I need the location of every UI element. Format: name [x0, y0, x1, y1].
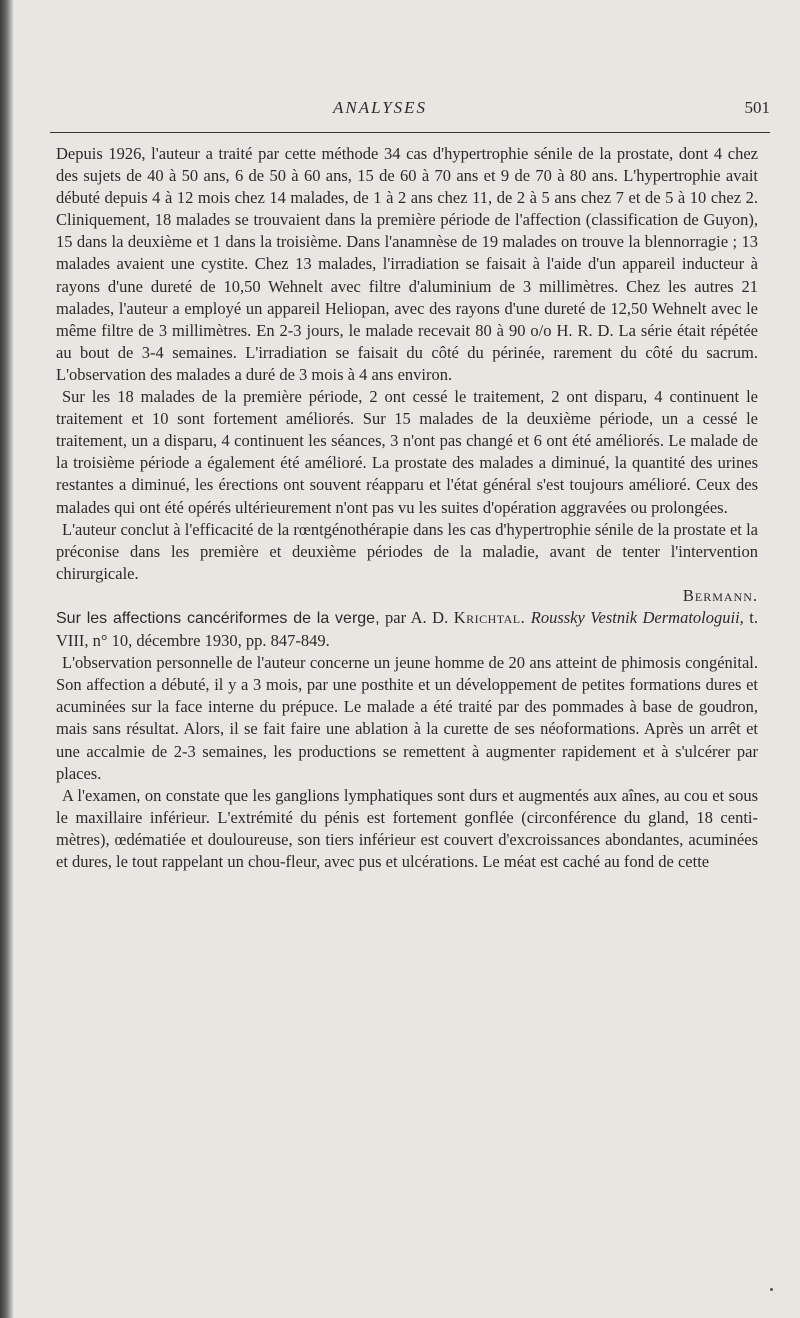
paragraph: A l'examen, on constate que les ganglions lymphatiques sont durs et augmentés aux aînes, au cou et sous le maxillaire inférieur. L'extrémité du pénis est fortement gonflée (circonférence du gland, 18 centimètres), œdématiée et douloureuse, son tiers inférieur est couvert d'excroissances abondantes, acuminées et dures, le tout rappelant un chou-fleur, avec pus et ulcérations. Le méat est caché au fond de cette — [56, 785, 758, 871]
article-title: Sur les affections cancériformes de la verge, — [56, 609, 380, 627]
header-rule — [50, 132, 770, 133]
page-number: 501 — [744, 98, 770, 117]
paper-speck — [770, 1288, 773, 1291]
paragraph: Depuis 1926, l'auteur a traité par cette méthode 34 cas d'hypertrophie sénile de la prostate, dont 4 chez des sujets de 40 à 50 ans, 6 de 50 à 60 ans, 15 de 60 à 70 ans et 9 de 70 à 80 ans. L'hypertrophie avait débuté depuis 4 à 12 mois chez 14 malades, de 1 à 2 ans chez 11, de 2 à 5 ans chez 7 et de 5 à 10 chez 2. Cliniquement, 18 malades se trouvaient dans la première période de l'affection (classification de Guyon), 15 dans la deuxième et 1 dans la troisième. Dans l'anamnèse de 19 malades on trouve la blennorragie ; 13 malades avaient une cystite. Chez 13 malades, l'irradiation se faisait à l'aide d'un appareil inducteur à rayons d'une dureté de 10,50 Wehnelt avec filtre d'aluminium de 3 millimètres. Chez les autres 21 malades, l'auteur a employé un appareil Heliopan, avec des rayons d'une dureté de 12,50 Wehnelt avec le même filtre de 3 millimètres. En 2-3 jours, le malade recevait 80 à 90 o/o H. R. D. La série était répétée au bout de 3-4 semaines. L'irradiation se faisait du côté du périnée, rarement du côté du sacrum. L'observation des malades a duré de 3 mois à 4 ans environ. — [56, 144, 758, 384]
article-heading — [56, 607, 758, 652]
article-author: Krichtal. — [453, 607, 526, 627]
author-prefix: par A. D. — [379, 607, 454, 627]
page-header — [50, 96, 770, 130]
paragraph: Sur les 18 malades de la première période, 2 ont cessé le traitement, 2 ont disparu, 4 continuent le traitement et 10 sont fortement améliorés. Sur 15 malades de la deuxième période, un a cessé le traitement, un a disparu, 4 continuent les séances, 3 n'ont pas changé et 6 ont été améliorés. Le malade de la troisième période a également été amélioré. La prostate des malades a diminué, la quantité des urines restantes a diminué, les érections ont souvent réapparu et l'état général s'est toujours amélioré. Ceux des malades qui ont été opérés ultérieurement n'ont pas vu les suites d'opération aggravées ou prolongées. — [56, 387, 758, 517]
running-title: ANALYSES — [332, 98, 428, 117]
paragraph: L'auteur conclut à l'efficacité de la rœntgénothérapie dans les cas d'hypertrophie sénile de la prostate et la préconise dans les première et deuxième périodes de la maladie, avant de tenter l'intervention chirurgicale. — [56, 519, 758, 583]
book-spine-shadow — [0, 0, 14, 1318]
paragraph: L'observation personnelle de l'auteur concerne un jeune homme de 20 ans atteint de phimosis congénital. Son affection a débuté, il y a 3 mois, par une posthite et un développement de petites formations dures et acuminées sur la face interne du prépuce. Le malade a été traité par des pommades à base de goudron, mais sans résultat. Alors, il se fait faire une ablation à la curette de ses néoformations. Après un arrêt et une accalmie de 2-3 semaines, les productions se remettent à augmenter rapidement et à s'ulcérer par places. — [56, 653, 758, 783]
citation-details: t. VIII, n° 10, décembre 1930, pp. 847-849. — [56, 607, 758, 651]
journal-name: Roussky Vestnik Dermatologuii, — [525, 607, 744, 627]
page-body — [56, 143, 758, 873]
article-signature: Bermann. — [682, 585, 758, 605]
